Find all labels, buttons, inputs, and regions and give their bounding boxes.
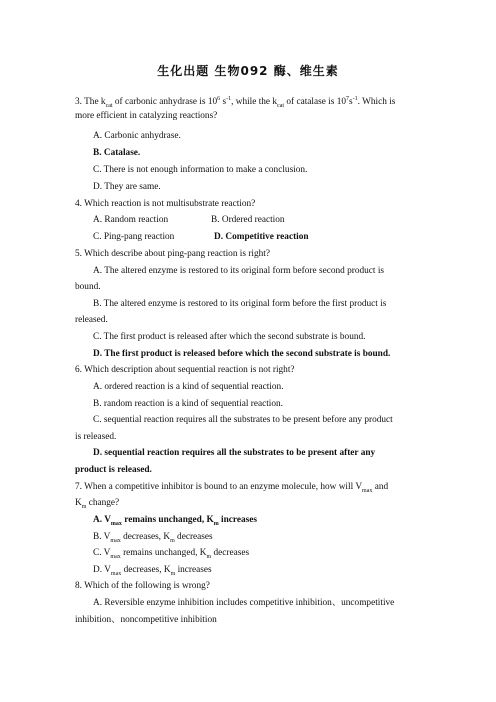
q7-option-b: B. $V_{max}$ decreases, $K_m$ decreases	[93, 532, 213, 544]
question-7-stem-cont: $K_m$ change?	[75, 498, 120, 510]
q4-option-c: C. Ping-pang reaction	[93, 232, 175, 242]
q4-option-b: B. Ordered reaction	[211, 215, 285, 225]
question-7-stem: 7. When a competitive inhibitor is bound to an enzyme molecule, how will $V_{max}$ and	[75, 482, 389, 494]
q8-option-a: A. Reversible enzyme inhibition includes competitive inhibition、uncompetitive	[93, 598, 395, 608]
q5-option-d: D. The first product is released before which the second substrate is bound.	[93, 349, 391, 359]
q7-option-d: D. $V_{max}$ decreases, $K_m$ increases	[93, 565, 212, 577]
question-3-stem: 3. The $k_{cat}$ of carbonic anhydrase is $10^6$ $s^{-1}$, while the $k_{cat}$ of catalase is $10^7s^{-1}$. Which is	[75, 95, 396, 109]
q5-option-a: A. The altered enzyme is restored to its original form before second product is	[93, 266, 385, 276]
q3-option-a: A. Carbonic anhydrase.	[93, 131, 181, 141]
page-title: 生化出题 生物092 酶、维生素	[157, 64, 339, 78]
q6-option-b: B. random reaction is a kind of sequential reaction.	[93, 399, 284, 409]
question-4-stem: 4. Which reaction is not multisubstrate reaction?	[75, 199, 256, 209]
q6-option-d-cont: product is released.	[75, 465, 152, 475]
question-5-stem: 5. Which describe about ping-pang reaction is right?	[75, 249, 271, 259]
q7-option-a: A. $V_{max}$ remains unchanged, $K_m$ increases	[93, 515, 258, 527]
q4-option-d: D. Competitive reaction	[214, 232, 309, 242]
q5-option-a-cont: bound.	[75, 282, 101, 292]
question-8-stem: 8. Which of the following is wrong?	[75, 581, 210, 591]
question-3-stem-cont: more efficient in catalyzing reactions?	[75, 111, 218, 121]
q3-option-b: B. Catalase.	[93, 148, 141, 158]
q3-option-d: D. They are same.	[93, 182, 161, 192]
q5-option-b-cont: released.	[75, 315, 108, 325]
q8-option-a-cont: inhibition、noncompetitive inhibition	[75, 615, 217, 625]
q4-options-row-1	[93, 214, 445, 226]
q6-option-a: A. ordered reaction is a kind of sequential reaction.	[93, 382, 284, 392]
q6-option-c-cont: is released.	[75, 432, 117, 442]
q7-option-c: C. $V_{max}$ remains unchanged, $K_m$ decreases	[93, 548, 250, 560]
q5-option-b: B. The altered enzyme is restored to its original form before the first product is	[93, 299, 387, 309]
question-6-stem: 6. Which description about sequential reaction is not right?	[75, 365, 295, 375]
q4-options-row-2	[93, 231, 445, 243]
q6-option-d: D. sequential reaction requires all the substrates to be present after any	[93, 448, 376, 458]
q5-option-c: C. The first product is released after which the second substrate is bound.	[93, 332, 366, 342]
q4-option-a: A. Random reaction	[93, 215, 169, 225]
q6-option-c: C. sequential reaction requires all the substrates to be present before any product	[93, 415, 393, 425]
q3-option-c: C. There is not enough information to make a conclusion.	[93, 165, 308, 175]
